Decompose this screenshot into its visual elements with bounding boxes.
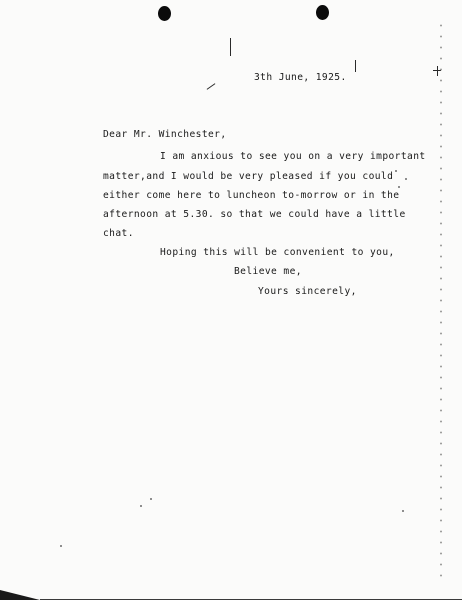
ink-mark [230,38,231,56]
letter-closing-line: Hoping this will be convenient to you, [160,247,395,258]
letter-signoff: Yours sincerely, [258,286,357,297]
letter-body-line: I am anxious to see you on a very important [160,151,426,162]
scan-speck [60,545,62,547]
scan-speck [140,505,142,507]
scan-speck [402,510,404,512]
letter-body-line: chat. [103,228,134,239]
ink-mark [437,66,438,76]
scan-speck [395,170,397,172]
scan-corner-shadow [0,590,462,600]
letter-body-line: matter,and I would be very pleased if you could [103,171,394,182]
scan-edge-noise [440,20,442,580]
ink-mark [207,83,216,90]
letter-date: 3th June, 1925. [254,72,347,83]
letter-salutation: Dear Mr. Winchester, [103,129,227,140]
ink-mark [355,60,356,72]
scan-speck [398,186,400,188]
letter-believe: Believe me, [234,266,302,277]
scan-speck [150,498,152,500]
letter-body-line: either come here to luncheon to-morrow or in the [103,190,400,201]
letter-body-line: afternoon at 5.30. so that we could have a little [103,209,406,220]
punch-hole-right [316,5,329,20]
scan-speck [405,178,407,180]
punch-hole-left [158,6,171,21]
